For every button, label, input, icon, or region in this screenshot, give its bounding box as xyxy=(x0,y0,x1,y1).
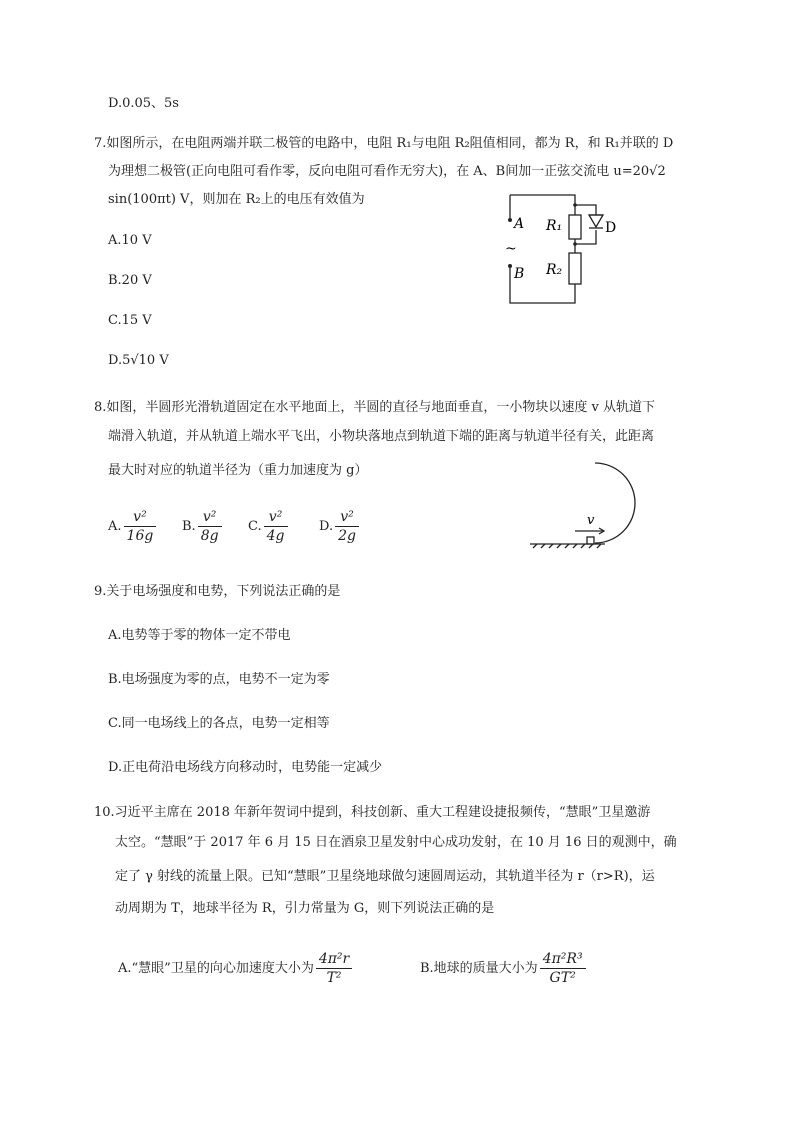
q10-option-b: B.地球的质量大小为 $\frac{\text{4π²R³}}{\text{GT²}}$ xyxy=(420,950,588,987)
q9-option-a: A.电势等于零的物体一定不带电 xyxy=(108,628,291,643)
q8-stem-line3: 最大时对应的轨道半径为（重力加速度为 g） xyxy=(108,463,368,478)
q6-option-d: D.0.05、5s xyxy=(108,96,179,111)
label-r2: R₂ xyxy=(546,262,563,278)
q8-option-b: B. $\frac{\text{v²}}{8g}$ xyxy=(182,508,224,545)
q8-stem-line2: 端滑入轨道，并从轨道上端水平飞出，小物块落地点到轨道下端的距离与轨道半径有关，此距离 xyxy=(108,429,655,444)
q10-stem-line2: 太空。“慧眼”于 2017 年 6 月 15 日在酒泉卫星发射中心成功发射，在 10 月 16 日的观测中，确 xyxy=(115,835,677,850)
q7-stem-line1: 7.如图所示，在电阻两端并联二极管的电路中，电阻 R₁与电阻 R₂阻值相同，都为 R，和 R₁并联的 D xyxy=(94,136,674,151)
q7-option-c: C.15 V xyxy=(108,313,152,328)
label-d: D xyxy=(605,220,617,236)
q9-option-c: C.同一电场线上的各点，电势一定相等 xyxy=(108,716,330,731)
q9-option-b: B.电场强度为零的点，电势不一定为零 xyxy=(108,672,330,687)
q7-option-d: D.5√10 V xyxy=(108,353,169,368)
label-r1: R₁ xyxy=(546,218,563,234)
q7-stem-line3: sin(100πt) V，则加在 R₂上的电压有效值为 xyxy=(108,192,365,207)
q7-circuit-diagram xyxy=(490,190,630,315)
ac-source-symbol: ~ xyxy=(505,241,517,257)
q7-stem-line2: 为理想二极管(正向电阻可看作零，反向电阻可看作无穷大)，在 A、B间加一正弦交流电 u=20√2 xyxy=(108,164,666,179)
q8-option-d: D. $\frac{\text{v²}}{2g}$ xyxy=(319,508,361,545)
label-v: v xyxy=(587,513,595,528)
q10-stem-line4: 动周期为 T，地球半径为 R，引力常量为 G，则下列说法正确的是 xyxy=(115,901,495,916)
q9-stem: 9.关于电场强度和电势，下列说法正确的是 xyxy=(94,584,341,599)
q7-option-a: A.10 V xyxy=(108,233,152,248)
label-a: A xyxy=(514,216,525,232)
q8-track-diagram xyxy=(525,458,645,553)
q7-option-b: B.20 V xyxy=(108,273,152,288)
q8-stem-line1: 8.如图，半圆形光滑轨道固定在水平地面上，半圆的直径与地面垂直，一小物块以速度 v 从轨道下 xyxy=(94,400,656,415)
q8-option-a: A. $\frac{\text{v²}}{16g}$ xyxy=(108,508,158,545)
label-b: B xyxy=(514,266,525,282)
q10-stem-line3: 定了 γ 射线的流量上限。已知“慧眼”卫星绕地球做匀速圆周运动，其轨道半径为 r（r>R)，运 xyxy=(115,869,655,884)
q10-stem-line1: 10.习近平主席在 2018 年新年贺词中提到，科技创新、重大工程建设捷报频传，“慧眼”卫星邀游 xyxy=(94,805,651,820)
q8-option-c: C. $\frac{\text{v²}}{4g}$ xyxy=(248,508,290,545)
q10-option-a: A.“慧眼”卫星的向心加速度大小为 $\frac{\text{4π²r}}{\text{T²}}$ xyxy=(118,950,354,987)
q9-option-d: D.正电荷沿电场线方向移动时，电势能一定减少 xyxy=(108,760,383,775)
